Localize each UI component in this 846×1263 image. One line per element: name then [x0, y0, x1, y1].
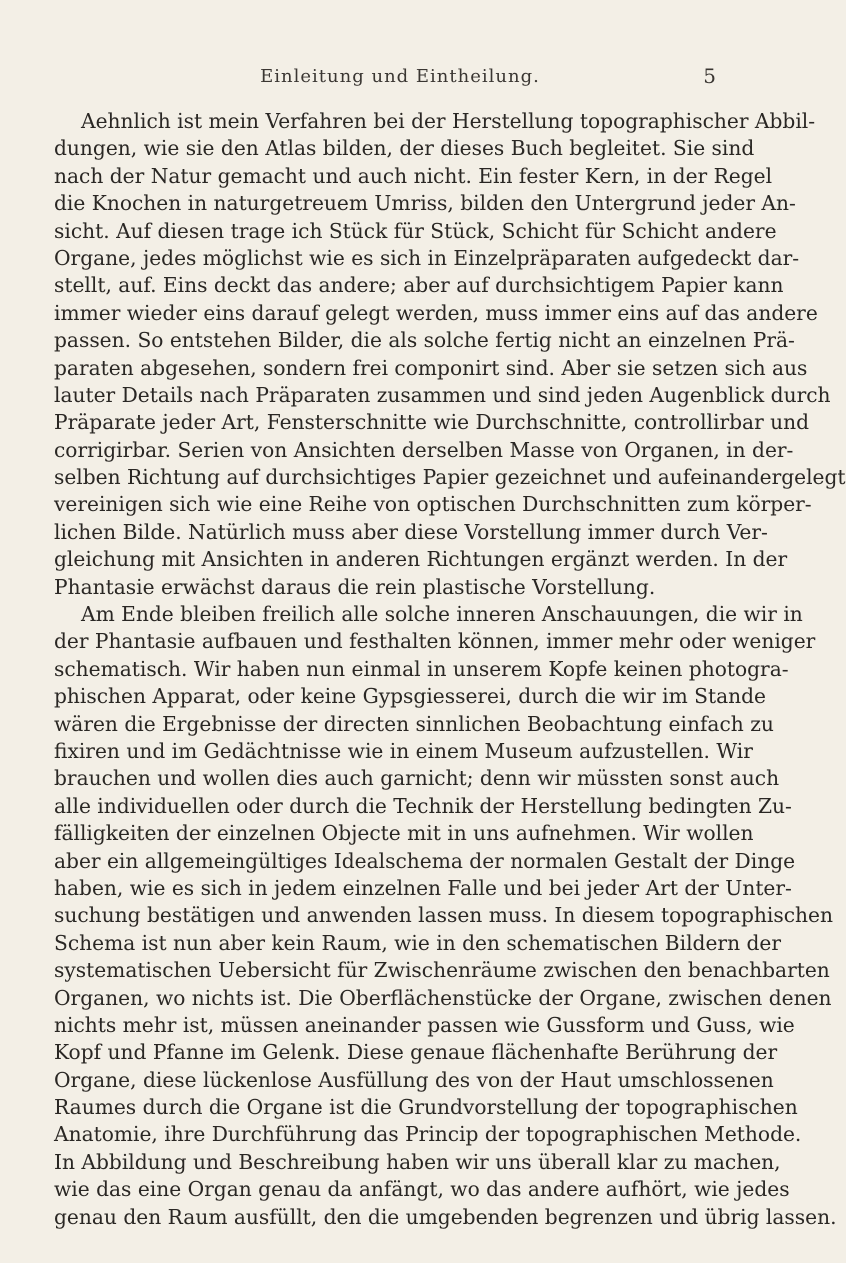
text-line: die Knochen in naturgetreuem Umriss, bilden den Untergrund jeder An- — [54, 191, 796, 216]
text-line: lichen Bilde. Natürlich muss aber diese Vorstellung immer durch Ver- — [54, 519, 768, 544]
text-line: Anatomie, ihre Durchführung das Princip der topographischen Methode. — [54, 1122, 802, 1147]
text-line: immer wieder eins darauf gelegt werden, muss immer eins auf das andere — [54, 300, 818, 325]
text-line: Schema ist nun aber kein Raum, wie in den schematischen Bildern der — [54, 930, 782, 955]
text-line: corrigirbar. Serien von Ansichten derselben Masse von Organen, in der- — [54, 437, 794, 462]
text-line: stellt, auf. Eins deckt das andere; aber auf durchsichtigem Papier kann — [54, 273, 784, 298]
paragraph-1 — [54, 108, 846, 601]
text-line: Raumes durch die Organe ist die Grundvorstellung der topographischen — [54, 1095, 798, 1120]
text-line: sicht. Auf diesen trage ich Stück für Stück, Schicht für Schicht andere — [54, 218, 777, 243]
text-line: passen. So entstehen Bilder, die als solche fertig nicht an einzelnen Prä- — [54, 328, 795, 353]
text-line: aber ein allgemeingültiges Idealschema der normalen Gestalt der Dinge — [54, 848, 796, 873]
text-line: vereinigen sich wie eine Reihe von optischen Durchschnitten zum körper- — [54, 492, 812, 517]
text-line: phischen Apparat, oder keine Gypsgiesserei, durch die wir im Stande — [54, 684, 767, 709]
text-line: Am Ende bleiben freilich alle solche inneren Anschauungen, die wir in — [81, 602, 803, 627]
text-line: Präparate jeder Art, Fensterschnitte wie Durchschnitte, controllirbar und — [54, 410, 810, 435]
text-line: Organe, diese lückenlose Ausfüllung des von der Haut umschlossenen — [54, 1067, 774, 1092]
text-line: paraten abgesehen, sondern frei componirt sind. Aber sie setzen sich aus — [54, 355, 808, 380]
text-line: Organen, wo nichts ist. Die Oberflächenstücke der Organe, zwischen denen — [54, 985, 832, 1010]
text-line: wie das eine Organ genau da anfängt, wo das andere aufhört, wie jedes — [54, 1177, 790, 1202]
text-line: systematischen Uebersicht für Zwischenräume zwischen den benachbarten — [54, 958, 830, 983]
text-line: haben, wie es sich in jedem einzelnen Falle und bei jeder Art der Unter- — [54, 875, 792, 900]
text-line: fixiren und im Gedächtnisse wie in einem Museum aufzustellen. Wir — [54, 738, 753, 763]
text-line: nach der Natur gemacht und auch nicht. Ein fester Kern, in der Regel — [54, 163, 773, 188]
running-title: Einleitung und Eintheilung. — [260, 66, 540, 87]
text-line: Organe, jedes möglichst wie es sich in Einzelpräparaten aufgedeckt dar- — [54, 245, 800, 270]
text-line: der Phantasie aufbauen und festhalten können, immer mehr oder weniger — [54, 629, 816, 654]
paragraph-2 — [54, 601, 837, 1231]
text-line: gleichung mit Ansichten in anderen Richtungen ergänzt werden. In der — [54, 547, 788, 572]
text-line: schematisch. Wir haben nun einmal in unserem Kopfe keinen photogra- — [54, 656, 789, 681]
running-head — [0, 66, 800, 96]
page-number: 5 — [703, 64, 716, 88]
text-line: fälligkeiten der einzelnen Objecte mit in uns aufnehmen. Wir wollen — [54, 821, 754, 846]
text-line: selben Richtung auf durchsichtiges Papier gezeichnet und aufeinandergelegt — [54, 465, 846, 490]
text-line: Kopf und Pfanne im Gelenk. Diese genaue flächenhafte Berührung der — [54, 1040, 778, 1065]
text-line: lauter Details nach Präparaten zusammen und sind jeden Augenblick durch — [54, 382, 831, 407]
text-line: wären die Ergebnisse der directen sinnlichen Beobachtung einfach zu — [54, 711, 774, 736]
text-line: Phantasie erwächst daraus die rein plastische Vorstellung. — [54, 574, 656, 599]
body-text — [54, 108, 846, 1231]
text-line: genau den Raum ausfüllt, den die umgebenden begrenzen und übrig lassen. — [54, 1204, 837, 1229]
text-line: alle individuellen oder durch die Technik der Herstellung bedingten Zu- — [54, 793, 792, 818]
text-line: nichts mehr ist, müssen aneinander passen wie Gussform und Guss, wie — [54, 1012, 795, 1037]
text-line: suchung bestätigen und anwenden lassen muss. In diesem topographischen — [54, 903, 833, 928]
text-line: Aehnlich ist mein Verfahren bei der Herstellung topographischer Abbil- — [81, 109, 816, 133]
text-line: In Abbildung und Beschreibung haben wir uns überall klar zu machen, — [54, 1149, 781, 1174]
text-line: brauchen und wollen dies auch garnicht; denn wir müssten sonst auch — [54, 766, 780, 791]
text-line: dungen, wie sie den Atlas bilden, der dieses Buch begleitet. Sie sind — [54, 136, 755, 161]
